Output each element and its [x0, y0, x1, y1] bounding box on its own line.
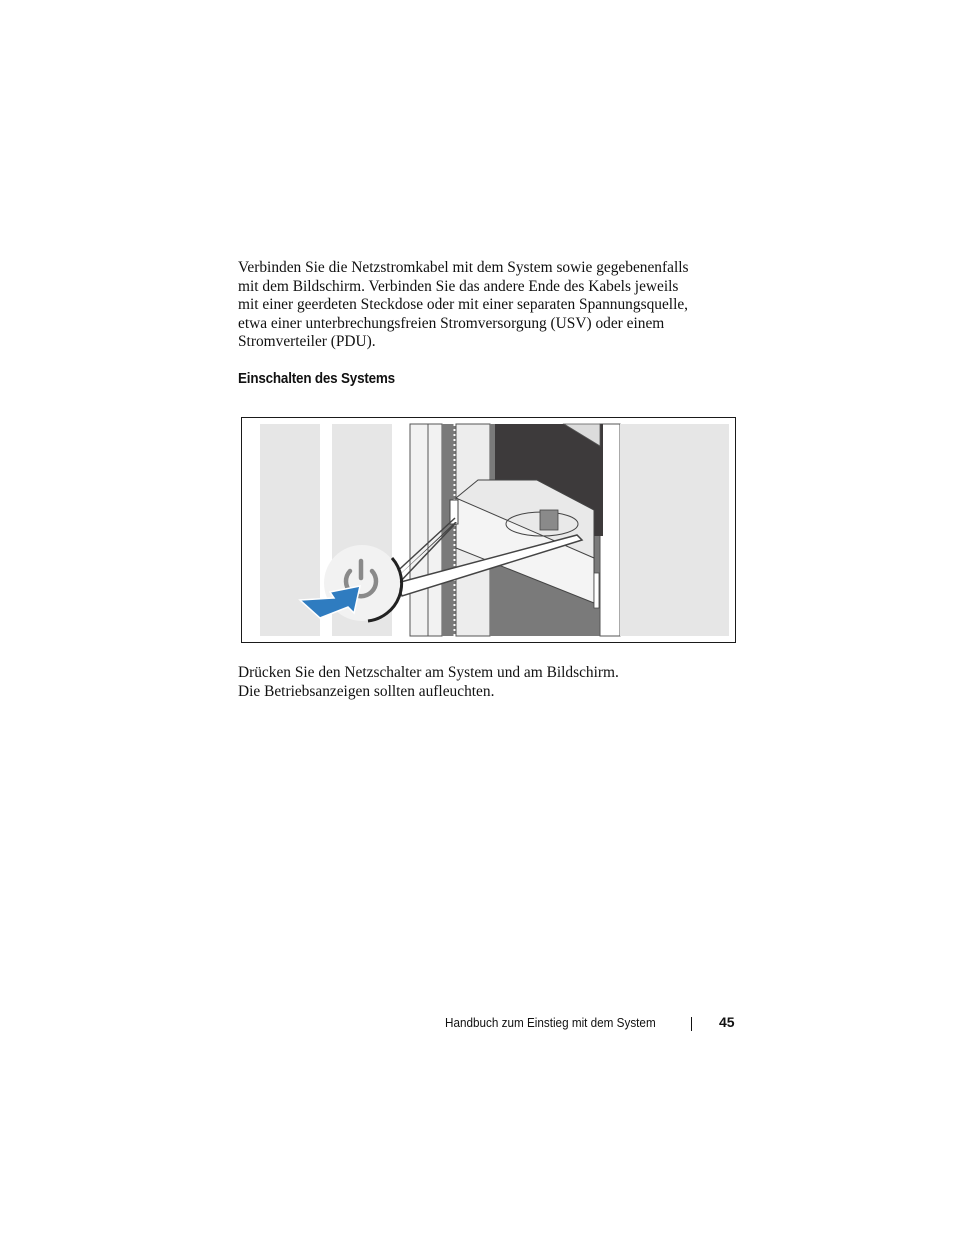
- intro-line: Verbinden Sie die Netzstromkabel mit dem System sowie gegebenenfalls: [238, 259, 689, 276]
- page-number: 45: [719, 1014, 735, 1030]
- intro-paragraph: [238, 259, 738, 352]
- instruction-line: Drücken Sie den Netzschalter am System und am Bildschirm.: [238, 664, 619, 681]
- section-heading: Einschalten des Systems: [238, 371, 395, 387]
- intro-line: mit einer geerdeten Steckdose oder mit einer separaten Spannungsquelle,: [238, 296, 689, 314]
- tray-tab: [540, 510, 558, 530]
- rack-frame: [410, 424, 442, 636]
- power-on-illustration: [241, 417, 736, 643]
- illustration-svg: [242, 418, 735, 642]
- instructions-paragraph: [238, 664, 738, 701]
- intro-line: mit dem Bildschirm. Verbinden Sie das andere Ende des Kabels jeweils: [238, 277, 679, 295]
- footer-title: Handbuch zum Einstieg mit dem System: [445, 1015, 656, 1030]
- intro-line: Stromverteiler (PDU).: [238, 333, 376, 351]
- instruction-line: Die Betriebsanzeigen sollten aufleuchten.: [238, 682, 495, 700]
- footer-separator: [691, 1017, 692, 1031]
- intro-line: etwa einer unterbrechungsfreien Stromversorgung (USV) oder einem: [238, 314, 665, 332]
